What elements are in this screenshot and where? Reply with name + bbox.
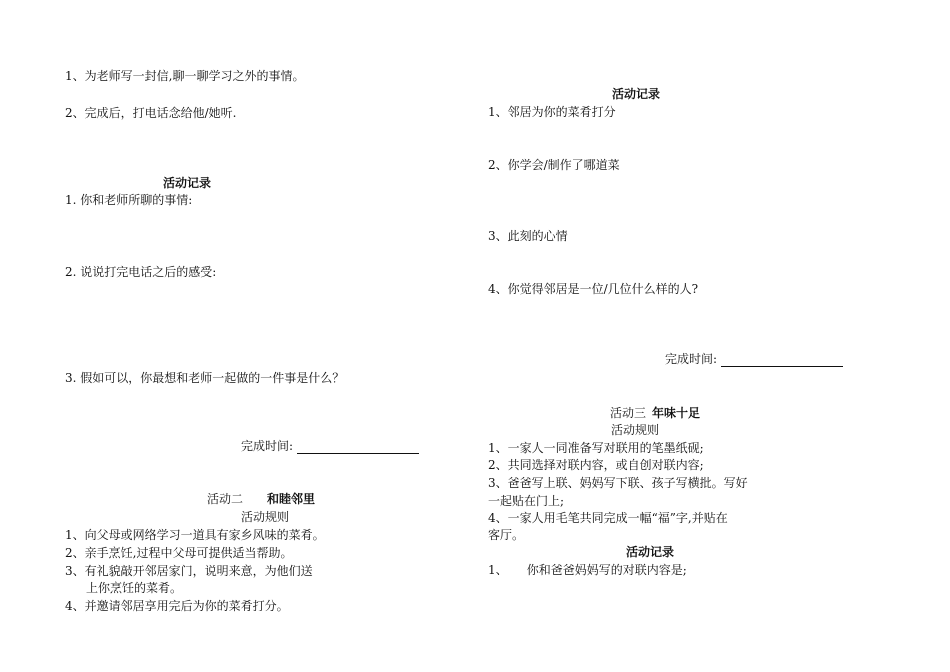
right-record-item-1: 1、邻居为你的菜肴打分 [488, 105, 616, 119]
activity2-rules-title: 活动规则 [240, 510, 290, 524]
activity2-rule-2: 2、亲手烹饪,过程中父母可提供适当帮助。 [65, 546, 293, 560]
activity3-rule-2: 2、共同选择对联内容，或自创对联内容; [488, 458, 704, 472]
right-record-item-3: 3、此刻的心情 [488, 229, 568, 243]
activity3-rule-3-cont: 一起贴在门上; [488, 494, 565, 508]
completion-blank-line [721, 354, 843, 367]
activity3-name: 年味十足 [652, 406, 701, 420]
left-record-item-2: 2. 说说打完电话之后的感受: [65, 265, 217, 279]
activity2-header [207, 491, 315, 507]
activity3-rules-title: 活动规则 [610, 423, 660, 437]
left-completion-time [241, 438, 419, 454]
left-record-item-3: 3. 假如可以，你最想和老师一起做的一件事是什么？ [65, 371, 345, 385]
activity3-record-item-1: 1、 你和爸爸妈妈写的对联内容是; [488, 563, 687, 577]
completion-label: 完成时间: [241, 439, 294, 453]
left-record-item-1: 1. 你和老师所聊的事情: [65, 193, 193, 207]
activity3-rule-1: 1、一家人一同准备写对联用的笔墨纸砚; [488, 441, 704, 455]
completion-blank-line [297, 441, 419, 454]
right-record-title: 活动记录 [611, 87, 661, 101]
right-completion-time [665, 351, 843, 367]
activity3-rule-4: 4、一家人用毛笔共同完成一幅“福”字,并贴在 [488, 511, 728, 525]
completion-label: 完成时间: [665, 352, 718, 366]
activity3-header [610, 405, 700, 421]
activity2-rule-1: 1、向父母或网络学习一道具有家乡风味的菜肴。 [65, 528, 325, 542]
right-record-item-4: 4、你觉得邻居是一位/几位什么样的人? [488, 282, 699, 296]
activity2-name: 和睦邻里 [267, 492, 316, 506]
activity2-rule-4: 4、并邀请邻居享用完后为你的菜肴打分。 [65, 599, 289, 613]
activity3-record-title: 活动记录 [625, 545, 675, 559]
intro-line-1: 1、为老师写一封信,聊一聊学习之外的事情。 [65, 69, 305, 83]
activity3-prefix: 活动三 [610, 406, 647, 420]
activity3-rule-3: 3、爸爸写上联、妈妈写下联、孩子写横批。写好 [488, 476, 748, 490]
right-record-item-2: 2、你学会/制作了哪道菜 [488, 158, 620, 172]
activity2-prefix: 活动二 [207, 492, 244, 506]
intro-line-2: 2、完成后，打电话念给他/她听. [65, 106, 237, 120]
activity3-rule-4-cont: 客厅。 [488, 528, 525, 542]
left-record-title: 活动记录 [162, 176, 212, 190]
activity2-rule-3-cont: 上你烹饪的菜肴。 [86, 581, 183, 595]
activity2-rule-3: 3、有礼貌敲开邻居家门，说明来意，为他们送 [65, 564, 313, 578]
